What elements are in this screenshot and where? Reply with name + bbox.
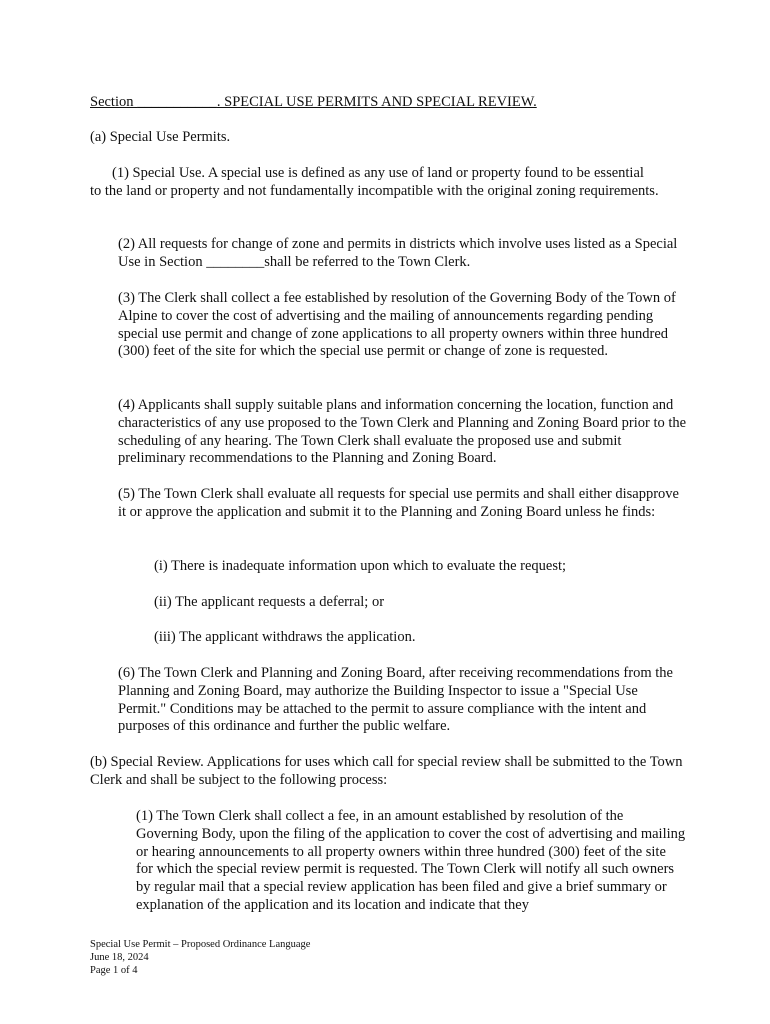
part-a-item-2: (2) All requests for change of zone and permits in districts which involve uses listed as a Special Use in Section ________shall be referred to the Town Clerk. <box>118 236 678 270</box>
footer-date: June 18, 2024 <box>90 952 149 963</box>
part-b-intro: (b) Special Review. Applications for uses which call for special review shall be submitted to the Town Clerk and shall be subject to the following process: <box>90 754 683 788</box>
part-a-item-6: (6) The Town Clerk and Planning and Zoning Board, after receiving recommendations from the Planning and Zoning Board, may authorize the Building Inspector to issue a "Special Use Permit." Conditions may be attached to the permit to assure compliance with the intent and purposes of this ordinance and further the public welfare. <box>118 665 673 735</box>
section-title: . SPECIAL USE PERMITS AND SPECIAL REVIEW. <box>216 94 537 110</box>
part-a-item-5-i: (i) There is inadequate information upon which to evaluate the request; <box>154 558 567 574</box>
part-a-item-5-ii: (ii) The applicant requests a deferral; or <box>154 594 385 610</box>
section-number-blank: ___________ <box>137 94 217 110</box>
part-a-heading: (a) Special Use Permits. <box>90 129 231 145</box>
part-a-item-1-first-line: (1) Special Use. A special use is defined as any use of land or property found to be essential <box>112 165 644 181</box>
footer-document-title: Special Use Permit – Proposed Ordinance Language <box>90 939 311 950</box>
part-b-item-1: (1) The Town Clerk shall collect a fee, in an amount established by resolution of the Governing Body, upon the filing of the application to cover the cost of advertising and mailing or hearing announcements to all property owners within three hundred (300) feet of the site for which the special review permit is requested. The Town Clerk will notify all such owners by regular mail that a special review application has been filed and give a brief summary or explanation of the application and its location and indicate that they <box>136 808 686 913</box>
section-prefix: Section <box>90 94 134 110</box>
page-footer <box>90 938 490 977</box>
part-a-item-1 <box>90 165 690 201</box>
section-heading <box>90 94 690 112</box>
part-a-item-3: (3) The Clerk shall collect a fee established by resolution of the Governing Body of the Town of Alpine to cover the cost of advertising and the mailing of announcements regarding pending special use permit and change of zone applications to all property owners within three hundred (300) feet of the site for which the special use permit or change of zone is requested. <box>118 290 676 360</box>
footer-page-number: Page 1 of 4 <box>90 965 138 976</box>
part-a-item-5: (5) The Town Clerk shall evaluate all requests for special use permits and shall either disapprove it or approve the application and submit it to the Planning and Zoning Board unless he finds: <box>118 486 679 520</box>
part-a-item-1-rest: to the land or property and not fundamentally incompatible with the original zoning requirements. <box>90 182 659 199</box>
part-a-item-4: (4) Applicants shall supply suitable plans and information concerning the location, function and characteristics of any use proposed to the Town Clerk and Planning and Zoning Board prior to the scheduling of any hearing. The Town Clerk shall evaluate the proposed use and submit preliminary recommendations to the Planning and Zoning Board. <box>118 397 687 467</box>
part-a-item-5-iii: (iii) The applicant withdraws the application. <box>154 629 416 645</box>
